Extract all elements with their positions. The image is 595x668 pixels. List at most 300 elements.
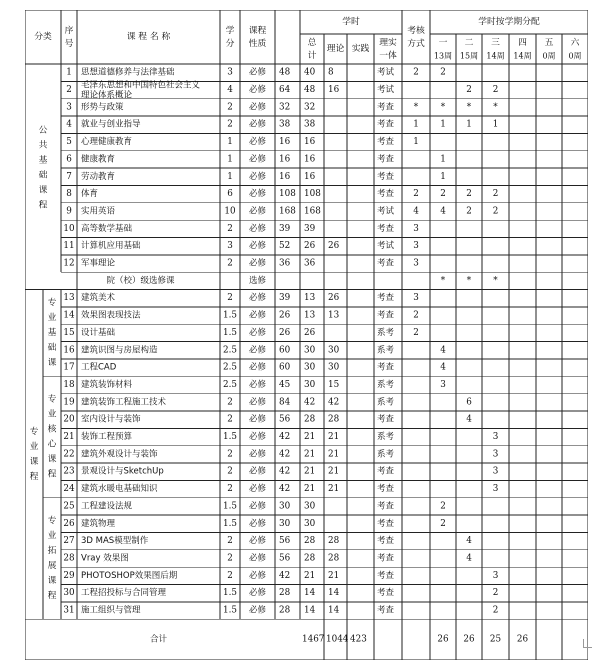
course-name: 景观设计与SketchUp [81,466,164,477]
cell-assess: 考查 [377,102,395,113]
group-label-major-core: 程 [47,469,57,480]
header-term-1: 一 [438,38,448,48]
cell-total: 26 [279,327,291,338]
cell-theory: 36 [304,258,316,269]
cell-practice: 28 [328,536,340,547]
cell-credit: 2.5 [223,345,237,356]
cell-t2: 1 [440,171,446,182]
cell-practice: 13 [328,310,340,321]
cell-assess: 考试 [377,67,395,78]
cell-total: 16 [279,137,291,148]
header-term-weeks: 0周 [568,51,582,61]
cell-t2: 4 [440,345,446,356]
cell-practice: 16 [328,85,340,96]
row-seq: 4 [66,119,72,130]
page-corner-mark [583,639,592,648]
cell-total: 60 [279,362,291,373]
cell-practice: 26 [328,241,340,252]
cell-nature: 必修 [248,327,267,338]
header-credits: 学 [225,26,235,36]
cell-credit: 1.5 [223,501,237,512]
header-term-weeks: 14周 [486,51,505,61]
header-nature: 性质 [248,39,267,49]
row-seq: 31 [63,605,75,616]
row-seq: 25 [63,501,75,512]
cell-nature: 必修 [248,449,267,460]
cell-t2: 1 [440,119,446,130]
header-assessment: 考核 [407,26,425,36]
row-seq: 11 [63,241,75,252]
cell-assess: 系考 [377,432,395,443]
course-name: 工程CAD [81,362,117,373]
cell-assess: 考查 [377,362,395,373]
cell-total: 64 [279,85,291,96]
cell-credit: 3 [227,241,233,252]
cell-practice: 42 [328,397,340,408]
cell-assess: 考查 [377,310,395,321]
cell-nature: 必修 [248,154,267,165]
header-hours-theory: 理论 [326,44,345,54]
cell-t4: 3 [492,432,499,443]
cell-credit: 2 [227,293,233,304]
cell-theory: 13 [304,310,316,321]
cell-nature: 必修 [248,206,267,217]
cell-credit: 10 [224,206,236,217]
cell-assess: 系考 [377,327,395,338]
cell-credit: 1.5 [223,310,237,321]
cell-nature: 必修 [248,310,267,321]
cell-t1: 3 [413,258,419,269]
row-seq: 15 [63,327,75,338]
cell-assess: 考查 [377,605,395,616]
cell-practice: 28 [328,414,340,425]
header-term-3: 三 [491,38,500,48]
cell-credit: 1 [227,171,233,182]
cell-theory: 30 [304,518,316,529]
course-schedule-table [25,10,588,660]
total-label: 合计 [149,634,168,645]
course-name: 工程招投标与合同管理 [81,588,167,599]
cell-t1: * [413,102,419,113]
cell-theory: 48 [304,85,316,96]
course-name: 就业与创业指导 [81,119,141,130]
cell-t1: 2 [413,327,419,338]
cell-theory: 42 [304,397,316,408]
cell-credit: 1.5 [223,327,237,338]
cell-total: 108 [279,189,296,200]
cell-nature: 必修 [248,345,267,356]
cell-practice: 26 [328,293,340,304]
group-label-major-ext: 展 [47,560,57,571]
total-term-3: 25 [489,634,502,645]
cell-nature: 必修 [248,536,267,547]
cell-nature: 必修 [248,484,267,495]
course-name: 思想道德修养与法律基础 [81,67,175,78]
cell-total: 56 [279,414,291,425]
table-header [34,15,581,61]
cell-t3: 2 [466,189,472,200]
cell-assess: 考查 [377,466,395,477]
cell-practice: 14 [328,605,340,616]
group-label-major-basic: 基 [47,327,57,338]
cell-assess: 考查 [377,553,395,564]
cell-theory: 21 [304,432,316,443]
group-label-major: 课 [29,456,39,467]
header-hours-practice: 实践 [351,44,370,54]
cell-nature: 必修 [248,241,267,252]
cell-t1: 1 [413,137,419,148]
cell-assess: 考查 [377,293,395,304]
cell-total: 16 [279,171,291,182]
cell-t2: 2 [440,67,446,78]
cell-theory: 13 [304,293,316,304]
course-name: 效果图表现技法 [81,310,141,321]
total-row [150,634,529,645]
cell-total: 42 [279,466,291,477]
cell-credit: 2 [227,570,233,581]
course-name: 室内设计与装饰 [81,414,141,425]
cell-credit: 2 [227,466,233,477]
cell-assess: 考试 [377,241,395,252]
cell-theory: 14 [304,605,316,616]
course-name: 毛泽东思想和中国特色社会主义 [81,80,201,91]
header-term-weeks: 14周 [513,51,532,61]
row-seq: 17 [63,362,75,373]
cell-nature: 必修 [248,293,267,304]
cell-nature: 必修 [248,588,267,599]
cell-nature: 必修 [248,466,267,477]
cell-assess: 考试 [377,85,395,96]
cell-theory: 16 [304,154,316,165]
row-seq: 6 [66,154,72,165]
row-seq: 27 [63,536,75,547]
cell-t4: 2 [492,206,499,217]
cell-nature: 必修 [248,67,267,78]
course-name: 实用英语 [81,206,116,217]
course-name: 建筑装饰工程施工技术 [81,397,167,408]
cell-nature: 必修 [248,432,267,443]
cell-total: 39 [279,223,291,234]
row-seq: 12 [63,258,75,269]
cell-total: 38 [279,119,291,130]
cell-total: 42 [279,449,291,460]
cell-total: 32 [279,102,291,113]
row-seq: 19 [63,397,75,408]
row-seq: 23 [63,466,75,477]
total-term-1: 26 [437,634,449,645]
row-seq: 20 [63,414,75,425]
table-body [30,67,499,616]
cell-total: 60 [279,345,291,356]
course-name: 建筑装饰材料 [81,379,133,390]
cell-assess: 考查 [377,258,395,269]
group-label-major-core: 专 [47,394,57,405]
cell-t1: 1 [413,119,419,130]
cell-theory: 21 [304,570,316,581]
cell-total: 56 [279,536,291,547]
cell-t4: 2 [492,85,499,96]
cell-nature: 必修 [248,379,267,390]
row-seq: 5 [66,137,72,148]
header-term-weeks: 0周 [542,51,556,61]
group-label-major-basic: 础 [47,342,57,353]
course-name: Vray 效果图 [81,553,129,564]
cell-assess: 系考 [377,379,395,390]
cell-credit: 2 [227,536,233,547]
course-name: 施工组织与管理 [81,605,141,616]
cell-credit: 6 [227,189,233,200]
cell-total: 26 [279,310,291,321]
header-credits: 分 [225,39,235,49]
cell-total: 36 [279,258,291,269]
header-assessment: 方式 [407,39,425,49]
cell-practice: 21 [328,449,340,460]
cell-t1: 3 [413,293,419,304]
cell-t3: 4 [466,414,472,425]
cell-assess: 考查 [377,536,395,547]
row-seq: 3 [66,102,72,113]
header-category: 分类 [34,32,52,42]
group-label-major-core: 心 [47,439,57,450]
cell-assess: 考查 [377,171,395,182]
cell-theory: 21 [304,466,316,477]
group-label-major-core: 业 [47,409,57,420]
course-name: 建筑外观设计与装饰 [81,449,158,460]
cell-t3: 4 [466,536,472,547]
cell-total: 42 [279,484,291,495]
cell-practice: 30 [328,362,340,373]
cell-assess: 考查 [377,223,395,234]
header-course-name: 课 程 名 称 [126,32,171,42]
header-hours-total: 计 [307,51,317,61]
course-name: 设计基础 [81,327,116,338]
cell-nature: 必修 [248,605,267,616]
cell-t3: 4 [466,553,472,564]
cell-t1: 3 [413,241,419,252]
course-name: 劳动教育 [81,171,116,182]
cell-total: 16 [279,154,291,165]
group-label-public: 础 [38,170,48,181]
cell-credit: 2 [227,223,233,234]
row-seq: 8 [66,189,72,200]
group-label-major-ext: 拓 [47,545,57,556]
cell-t3: * [466,275,472,286]
cell-practice: 28 [328,553,340,564]
total-theory: 1044 [326,634,349,645]
cell-theory: 30 [304,501,316,512]
group-label-major-ext: 业 [47,530,57,541]
cell-total: 42 [279,570,291,581]
cell-credit: 3 [227,67,233,78]
cell-t4: 2 [492,605,499,616]
cell-nature: 必修 [248,189,267,200]
cell-theory: 21 [304,449,316,460]
cell-t4: 2 [492,588,499,599]
cell-credit: 2.5 [223,379,237,390]
group-label-major-ext: 课 [47,575,57,586]
cell-t3: 2 [466,206,472,217]
row-seq: 10 [63,223,75,234]
cell-t3: * [466,102,472,113]
cell-nature: 必修 [248,518,267,529]
cell-practice: 21 [328,432,340,443]
cell-t4: 3 [492,570,499,581]
total-practice: 423 [350,634,367,645]
group-label-major: 专 [29,426,39,437]
cell-assess: 系考 [377,449,395,460]
cell-total: 30 [279,501,291,512]
cell-practice: 21 [328,570,340,581]
header-hours-integrated: 一体 [379,51,397,61]
cell-nature: 必修 [248,171,267,182]
header-hours: 学时 [342,17,360,27]
cell-nature: 必修 [248,258,267,269]
cell-assess: 考试 [377,206,395,217]
group-label-major-ext: 程 [47,590,57,601]
course-name: 院（校）级选修课 [106,275,175,286]
cell-nature: 必修 [248,119,267,130]
cell-theory: 21 [304,484,316,495]
cell-nature: 必修 [248,414,267,425]
cell-t3: 6 [466,397,472,408]
group-label-major-basic: 专 [47,297,57,308]
cell-t2: * [440,102,446,113]
cell-credit: 1 [227,137,233,148]
group-label-public: 公 [38,125,48,136]
cell-credit: 2 [227,397,233,408]
cell-credit: 1.5 [223,605,237,616]
cell-theory: 28 [304,536,316,547]
cell-assess: 系考 [377,345,395,356]
cell-t1: 3 [413,223,419,234]
group-label-major-basic: 业 [47,312,57,323]
cell-t2: 1 [440,154,446,165]
course-name: 军事理论 [81,258,116,269]
cell-total: 30 [279,518,291,529]
cell-theory: 16 [304,171,316,182]
course-name: 建筑美术 [81,293,116,304]
cell-theory: 26 [304,327,316,338]
course-name: 计算机应用基础 [81,241,141,252]
cell-credit: 1 [227,154,233,165]
group-label-public: 课 [38,185,48,196]
course-name: 体育 [81,189,99,200]
cell-nature: 必修 [248,137,267,148]
cell-assess: 考查 [377,518,395,529]
cell-theory: 14 [304,588,316,599]
header-nature: 课程 [248,26,267,36]
cell-nature: 必修 [248,570,267,581]
cell-t1: 2 [413,67,419,78]
cell-t2: 2 [440,501,446,512]
group-label-major-basic: 课 [47,357,57,368]
cell-credit: 2.5 [223,362,237,373]
group-label-major-core: 核 [47,424,57,435]
course-name: 建筑识图与房屋构造 [81,345,158,356]
cell-credit: 2 [227,414,233,425]
total-term-4: 26 [516,634,529,645]
cell-assess: 考查 [377,570,395,581]
cell-theory: 28 [304,553,316,564]
cell-t2: 2 [440,518,446,529]
cell-t4: 3 [492,484,499,495]
cell-theory: 28 [304,414,316,425]
cell-assess: 考查 [377,484,395,495]
header-hours-total: 总 [307,38,317,48]
cell-theory: 30 [304,362,316,373]
cell-assess: 考查 [377,154,395,165]
row-seq: 14 [63,310,75,321]
row-seq: 26 [63,518,75,529]
cell-credit: 2 [227,484,233,495]
header-term-2: 二 [464,38,474,48]
cell-assess: 考查 [377,414,395,425]
cell-assess: 考查 [377,189,395,200]
group-label-major: 业 [29,441,39,452]
course-name: 理论体系概论 [81,90,133,101]
cell-credit: 1.5 [223,588,237,599]
cell-theory: 168 [304,206,321,217]
row-seq: 18 [63,379,75,390]
cell-assess: 考查 [377,501,395,512]
table-grid [25,10,588,660]
cell-practice: 30 [328,345,340,356]
cell-credit: 4 [227,85,233,96]
header-term-5: 五 [544,38,554,48]
cell-nature: 必修 [248,223,267,234]
cell-theory: 108 [304,189,321,200]
cell-total: 39 [279,293,291,304]
course-name: 装饰工程预算 [81,432,133,443]
cell-credit: 2 [227,258,233,269]
cell-t4: 3 [492,449,499,460]
cell-total: 84 [279,397,291,408]
cell-total: 56 [279,553,291,564]
cell-nature: 必修 [248,85,267,96]
cell-t3: 2 [466,85,472,96]
course-name: 健康教育 [81,154,116,165]
header-hours-integrated: 理实 [379,38,397,48]
cell-credit: 1.5 [223,518,237,529]
cell-total: 168 [279,206,296,217]
cell-assess: 考查 [377,119,395,130]
group-label-public: 基 [38,155,48,166]
header-term-6: 六 [570,38,580,48]
cell-nature: 必修 [248,397,267,408]
row-seq: 13 [63,293,75,304]
course-name: 形势与政策 [81,102,124,113]
cell-nature: 必修 [248,102,267,113]
row-seq: 2 [66,85,72,96]
cell-theory: 40 [304,67,316,78]
cell-assess: 系考 [377,397,395,408]
row-seq: 16 [63,345,75,356]
cell-nature: 选修 [248,275,267,286]
group-label-public: 程 [38,200,48,211]
cell-nature: 必修 [248,501,267,512]
cell-practice: 15 [328,379,340,390]
cell-total: 28 [279,588,291,599]
group-label-major-ext: 专 [47,515,57,526]
header-semester: 学时按学期分配 [478,17,540,27]
cell-total: 45 [279,379,291,390]
cell-t3: 1 [466,119,472,130]
cell-t1: 2 [413,310,419,321]
cell-total: 42 [279,432,291,443]
cell-credit: 2 [227,102,233,113]
course-name: 3D MAS模型制作 [81,536,149,547]
cell-credit: 1.5 [223,432,237,443]
